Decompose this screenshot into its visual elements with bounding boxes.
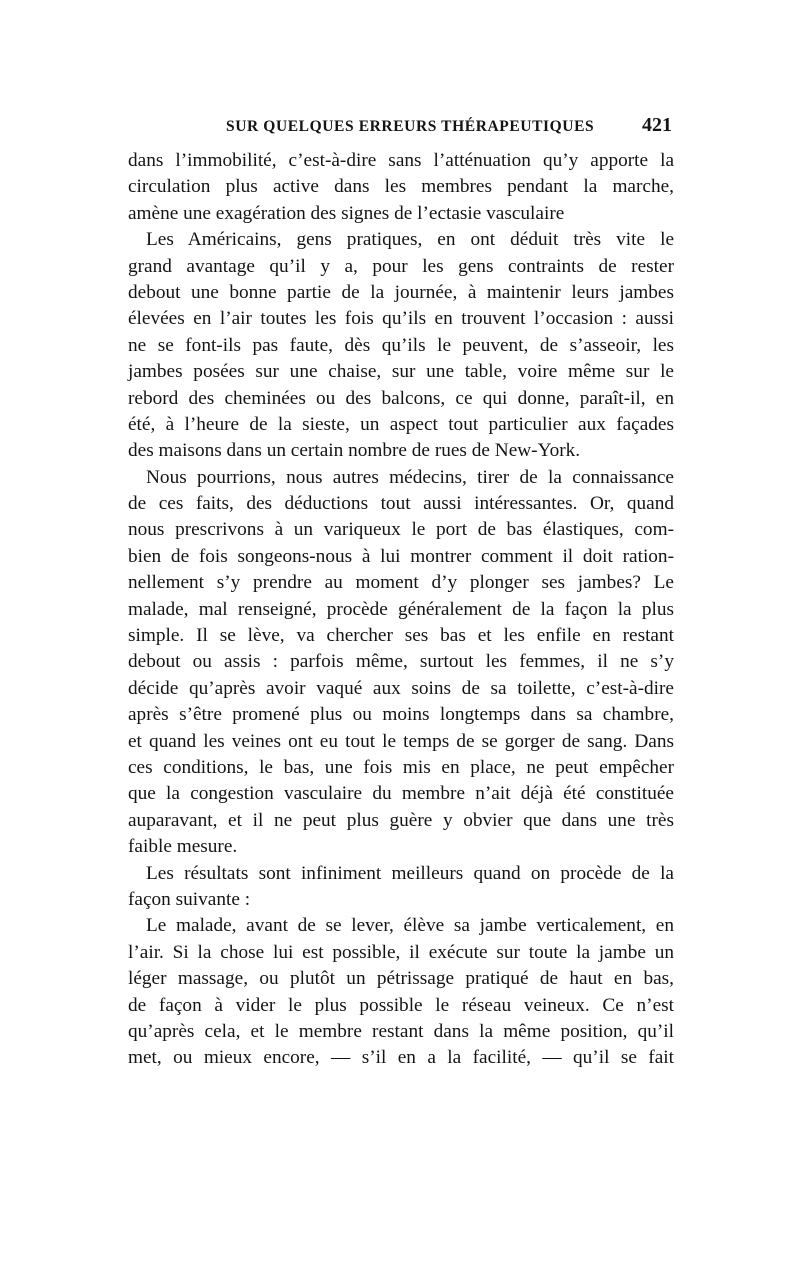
- text-line: grand avantage qu’il y a, pour les gens contraints de rester: [128, 255, 674, 277]
- text-line: rebord des cheminées ou des balcons, ce qui donne, paraît-il, en: [128, 387, 674, 409]
- text-line: jambes posées sur une chaise, sur une table, voire même sur le: [128, 361, 674, 383]
- text-line: Les Américains, gens pratiques, en ont déduit très vite le: [146, 229, 674, 251]
- text-line: nous prescrivons à un variqueux le port de bas élastiques, com-: [128, 519, 674, 541]
- text-line: après s’être promené plus ou moins longtemps dans sa chambre,: [128, 704, 674, 726]
- text-line: ces conditions, le bas, une fois mis en place, ne peut empêcher: [128, 756, 674, 778]
- text-line: amène une exagération des signes de l’ectasie vasculaire: [128, 202, 565, 224]
- text-line: dans l’immobilité, c’est-à-dire sans l’atténuation qu’y apporte la: [128, 150, 674, 171]
- page-number: 421: [642, 114, 672, 136]
- text-line: Nous pourrions, nous autres médecins, tirer de la connaissance: [146, 466, 674, 488]
- text-line: bien de fois songeons-nous à lui montrer comment il doit ration-: [128, 545, 674, 567]
- text-line: façon suivante :: [128, 888, 251, 910]
- text-line: décide qu’après avoir vaqué aux soins de sa toilette, c’est-à-dire: [128, 677, 674, 699]
- text-line: circulation plus active dans les membres pendant la marche,: [128, 176, 674, 198]
- text-line: auparavant, et il ne peut plus guère y obvier que dans une très: [128, 809, 674, 831]
- text-line: Les résultats sont infiniment meilleurs quand on procède de la: [146, 862, 674, 884]
- text-line: debout une bonne partie de la journée, à maintenir leurs jambes: [128, 281, 674, 303]
- text-line: faible mesure.: [128, 836, 238, 858]
- text-line: de ces faits, des déductions tout aussi intéressantes. Or, quand: [128, 493, 674, 515]
- text-line: malade, mal renseigné, procède généralement de la façon la plus: [128, 598, 674, 620]
- text-line: qu’après cela, et le membre restant dans la même position, qu’il: [128, 1020, 674, 1042]
- text-line: de façon à vider le plus possible le réseau veineux. Ce n’est: [128, 994, 674, 1016]
- text-line: été, à l’heure de la sieste, un aspect tout particulier aux façades: [128, 413, 674, 435]
- text-line: Le malade, avant de se lever, élève sa jambe verticalement, en: [146, 915, 674, 937]
- text-line: l’air. Si la chose lui est possible, il exécute sur toute la jambe un: [128, 941, 674, 963]
- text-line: simple. Il se lève, va chercher ses bas et les enfile en restant: [128, 625, 674, 647]
- text-line: nellement s’y prendre au moment d’y plonger ses jambes? Le: [128, 572, 674, 594]
- text-line: léger massage, ou plutôt un pétrissage pratiqué de haut en bas,: [128, 968, 674, 990]
- text-line: élevées en l’air toutes les fois qu’ils en trouvent l’occasion : aussi: [128, 308, 674, 330]
- text-line: que la congestion vasculaire du membre n’ait déjà été constituée: [128, 783, 674, 805]
- text-line: debout ou assis : parfois même, surtout les femmes, il ne s’y: [128, 651, 674, 673]
- running-head: SUR QUELQUES ERREURS THÉRAPEUTIQUES: [226, 118, 595, 135]
- text-line: met, ou mieux encore, — s’il en a la facilité, — qu’il se fait: [128, 1047, 674, 1069]
- text-line: et quand les veines ont eu tout le temps de se gorger de sang. Dans: [128, 730, 674, 752]
- text-line: ne se font-ils pas faute, dès qu’ils le peuvent, de s’asseoir, les: [128, 334, 674, 356]
- page-header: [128, 114, 674, 140]
- body-text: [128, 148, 674, 1072]
- text-line: des maisons dans un certain nombre de rues de New-York.: [128, 440, 581, 462]
